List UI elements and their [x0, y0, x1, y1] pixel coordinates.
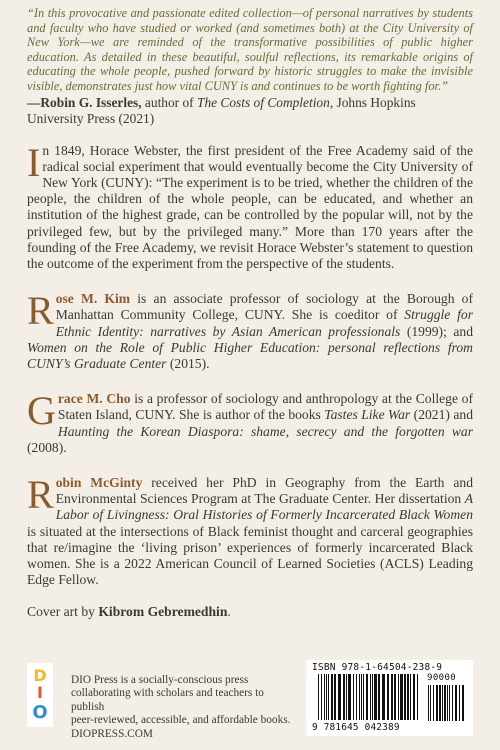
barcode-bar — [328, 674, 329, 720]
cover-artist: Kibrom Gebremedhin — [98, 604, 228, 620]
barcode-bar — [321, 674, 322, 720]
barcode-addon-bar — [447, 685, 448, 721]
barcode-bar — [398, 674, 399, 720]
bio-dropcap: R — [27, 472, 54, 518]
barcode-addon-bar — [439, 685, 441, 721]
barcode-bar — [404, 674, 406, 720]
publisher-website: DIOPRESS.COM — [71, 727, 153, 740]
bio-rose-kim: Rose M. Kim is an associate professor of sociology at the Borough of Manhattan Community College, CUNY. She is coeditor of Struggle for Ethnic Identity: narratives by Asian American professionals (1999); and Women on the Role of Public Higher Education: personal reflections from CUNY’s Graduate Center (2015). — [27, 288, 474, 371]
barcode-bar — [348, 674, 351, 720]
barcode-bar — [410, 674, 411, 720]
barcode-bar — [356, 674, 357, 720]
addon-digits: 90000 — [427, 673, 457, 683]
intro-dropcap: I — [27, 139, 41, 185]
barcode-bar — [374, 674, 377, 720]
endorsement-quote: “In this provocative and passionate edited collection—of personal narratives by students and faculty who have studied or worked (and sometimes both) at the City University of New York—we are reminded of the transformative possibilities of public higher education. As detailed in these beautiful, soulful reflections, its remarkable origins of educating the whole people, pushed forward by historic struggles to make the invisible visible, demonstrates just how vital CUNY is and continues to be worth fighting for.” — [27, 6, 473, 93]
barcode-bar — [334, 674, 336, 720]
bio-robin-mcginty: Robin McGinty received her PhD in Geography from the Earth and Environmental Sciences Program at The Graduate Center. Her dissertation A Labor of Livingness: Oral Histories of Formerly Incarcerated Black Women is situated at the intersections of Black feminist thought and carceral geographies that re/imagine the ‘living prison’ experiences of formerly incarcerated Black women. She is a 2022 American Council of Learned Societies (ACLS) Leading Edge Fellow. — [27, 472, 473, 588]
bio-dropcap: G — [27, 388, 56, 434]
author-name: obin McGinty — [55, 475, 143, 491]
author-name: ose M. Kim — [55, 291, 131, 307]
logo-letter-o: O — [32, 702, 48, 723]
intro-paragraph: In 1849, Horace Webster, the first president of the Free Academy said of the radical social experiment that would eventually become the City University of New York (CUNY): “The experiment is to be tried, whether the children of the people, the children of the whole people, can be educated, and whether an institution of the highest grade, can be controlled by the popular will, not by the privileged few, but by the privileged many.” More than 170 years after the founding of the Free Academy, we revisit Horace Webster’s statement to question the outcome of the experiment from the perspective of the students. — [27, 139, 473, 271]
barcode-bar — [391, 674, 393, 720]
barcode-addon-bar — [444, 685, 446, 721]
dio-press-logo — [27, 663, 53, 727]
barcode-bar — [382, 674, 385, 720]
barcode-bar — [366, 674, 368, 720]
barcode-addon-bar — [433, 685, 434, 721]
barcode-addon-bar — [430, 685, 431, 721]
barcode-bar — [387, 674, 389, 720]
barcode-bar — [331, 674, 333, 720]
barcode-bar — [378, 674, 380, 720]
barcode-bar — [346, 674, 347, 720]
barcode-addon-bar — [452, 685, 453, 721]
barcode-bar — [359, 674, 360, 720]
publisher-description: DIO Press is a socially-conscious press collaborating with scholars and teachers to publish peer-reviewed, accessible, and affordable books. DIOPRESS.COM — [71, 674, 296, 741]
barcode-bar — [353, 674, 354, 720]
barcode-bar — [361, 674, 362, 720]
logo-letter-i: I — [37, 683, 43, 702]
barcode-bar — [324, 674, 325, 720]
author-name: race M. Cho — [57, 391, 131, 407]
barcode-addon-bar — [459, 685, 460, 721]
barcode-addon-bar — [436, 685, 438, 721]
barcode-bar — [372, 674, 373, 720]
barcode-bar — [363, 674, 364, 720]
barcode-bar — [343, 674, 345, 720]
cover-art-credit: Cover art by Kibrom Gebremedhin. — [27, 604, 231, 620]
barcode-bar — [394, 674, 396, 720]
barcode-bar — [417, 674, 418, 720]
barcode-bar — [338, 674, 341, 720]
barcode-addon-bar — [462, 685, 464, 721]
barcode-bar — [370, 674, 371, 720]
barcode-bar — [413, 674, 415, 720]
ean-digits: 9 781645 042389 — [312, 722, 400, 733]
bio-dropcap: R — [27, 288, 54, 334]
barcode-bar — [407, 674, 409, 720]
barcode-bar — [318, 674, 319, 720]
barcode-addon-bar — [455, 685, 457, 721]
isbn-label: ISBN 978-1-64504-238-9 — [312, 662, 443, 673]
barcode-bar — [326, 674, 327, 720]
barcode-addon-bar — [449, 685, 450, 721]
back-cover-text — [27, 6, 473, 621]
barcode-addon-bar — [442, 685, 443, 721]
endorser-book: The Costs of Completion — [197, 94, 330, 110]
barcode-bar — [400, 674, 403, 720]
bio-grace-cho: Grace M. Cho is a professor of sociology and anthropology at the College of Staten Island, CUNY. She is author of the books Tastes Like War (2021) and Haunting the Korean Diaspora: shame, secrecy and the forgotten war (2008). — [27, 388, 473, 455]
barcode-addon-bar — [428, 685, 429, 721]
publisher-footer — [27, 660, 473, 740]
isbn-barcode — [306, 660, 473, 736]
endorser-name: —Robin G. Isserles, — [27, 94, 142, 110]
endorsement-attribution: —Robin G. Isserles, author of The Costs of Completion, Johns Hopkins University Press (2021) — [27, 94, 416, 126]
logo-letter-d: D — [33, 666, 47, 685]
